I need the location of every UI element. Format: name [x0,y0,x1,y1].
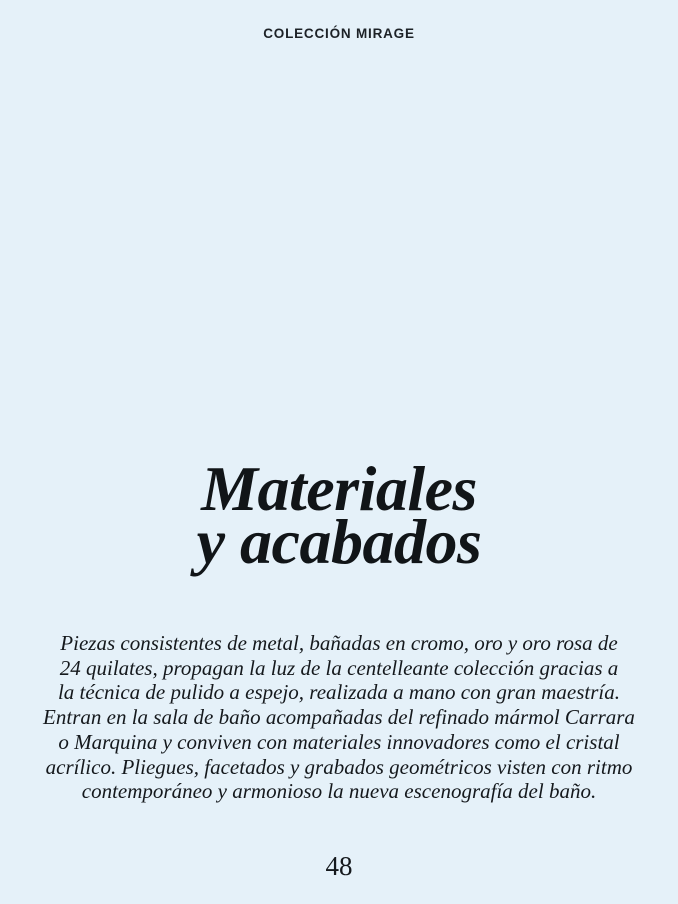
page-title [0,453,678,577]
intro-paragraph [0,631,678,804]
paragraph-line: Piezas consistentes de metal, bañadas en cromo, oro y oro rosa de [60,631,618,655]
paragraph-line: 24 quilates, propagan la luz de la centelleante colección gracias a [59,655,619,680]
paragraph-line: contemporáneo y armonioso la nueva escenografía del baño. [81,779,597,804]
page-title-line-2: y acabados [196,506,482,577]
page-number: 48 [325,851,353,881]
paragraph-line: la técnica de pulido a espejo, realizada a mano con gran maestría. [57,680,621,705]
collection-header-label: COLECCIÓN MIRAGE [263,26,415,41]
paragraph-line: acrílico. Pliegues, facetados y grabados geométricos visten con ritmo [45,754,633,779]
paragraph-line: o Marquina y conviven con materiales innovadores como el cristal [58,729,620,754]
paragraph-line: Entran en la sala de baño acompañadas del refinado mármol Carrara [43,705,635,730]
page-title-line-1: Materiales [201,453,477,524]
